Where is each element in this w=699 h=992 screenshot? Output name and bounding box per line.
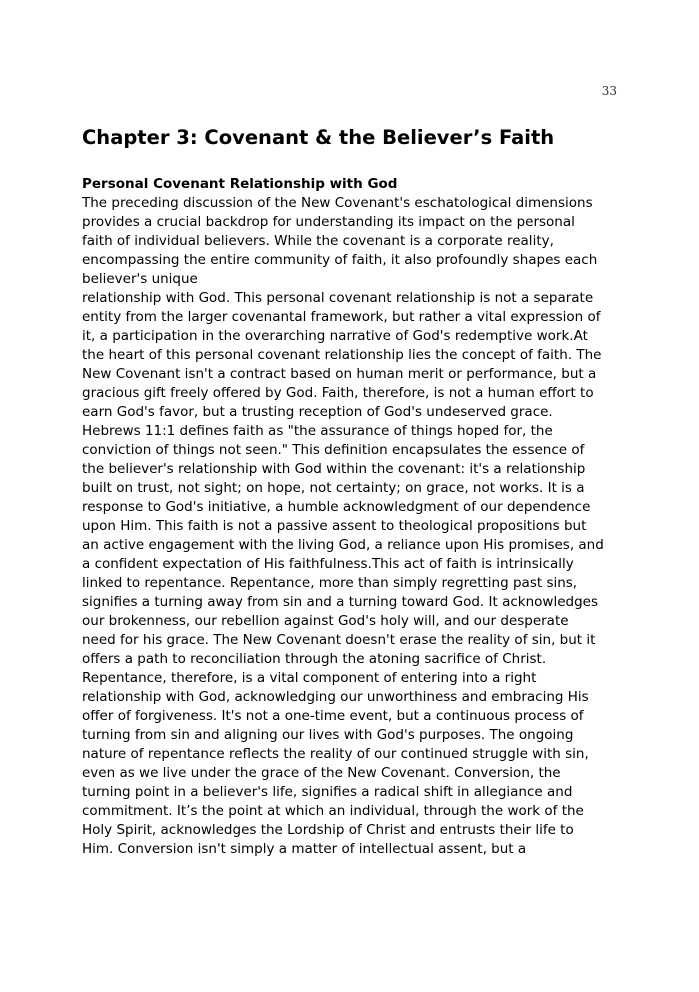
body-text-line: linked to repentance. Repentance, more than simply regretting past sins, [82, 575, 578, 591]
body-text-line: nature of repentance reflects the reality of our continued struggle with sin, [82, 746, 589, 762]
body-text-line: New Covenant isn't a contract based on human merit or performance, but a [82, 366, 597, 382]
body-text-line: an active engagement with the living God, a reliance upon His promises, and [82, 537, 604, 553]
body-text-line: turning from sin and aligning our lives with God's purposes. The ongoing [82, 727, 574, 743]
body-text-line: the heart of this personal covenant relationship lies the concept of faith. The [82, 347, 602, 363]
body-text-line: upon Him. This faith is not a passive assent to theological propositions but [82, 518, 587, 534]
body-text-line: offers a path to reconciliation through the atoning sacrifice of Christ. [82, 651, 547, 667]
body-text-line: our brokenness, our rebellion against God's holy will, and our desperate [82, 613, 569, 629]
body-text-line: provides a crucial backdrop for understanding its impact on the personal [82, 214, 575, 230]
body-text-line: even as we live under the grace of the New Covenant. Conversion, the [82, 765, 561, 781]
body-text-line: a confident expectation of His faithfulness.This act of faith is intrinsically [82, 556, 574, 572]
body-text-line: relationship with God, acknowledging our unworthiness and embracing His [82, 689, 589, 705]
body-text-line: need for his grace. The New Covenant doesn't erase the reality of sin, but it [82, 632, 596, 648]
body-text-line: Repentance, therefore, is a vital component of entering into a right [82, 670, 537, 686]
chapter-title: Chapter 3: Covenant & the Believer’s Faith [82, 126, 555, 149]
body-text-line: Holy Spirit, acknowledges the Lordship of Christ and entrusts their life to [82, 822, 574, 838]
body-text-line: turning point in a believer's life, signifies a radical shift in allegiance and [82, 784, 573, 800]
body-text-line: encompassing the entire community of faith, it also profoundly shapes each [82, 252, 598, 268]
body-text-line: signifies a turning away from sin and a turning toward God. It acknowledges [82, 594, 598, 610]
body-text-line: offer of forgiveness. It's not a one-time event, but a continuous process of [82, 708, 584, 724]
body-text-line: gracious gift freely offered by God. Faith, therefore, is not a human effort to [82, 385, 594, 401]
body-text-line: commitment. It’s the point at which an individual, through the work of the [82, 803, 584, 819]
body-text-line: the believer's relationship with God within the covenant: it's a relationship [82, 461, 586, 477]
body-text [82, 194, 627, 859]
body-text-line: faith of individual believers. While the covenant is a corporate reality, [82, 233, 554, 249]
body-text-line: Hebrews 11:1 defines faith as "the assurance of things hoped for, the [82, 423, 553, 439]
body-text-line: earn God's favor, but a trusting reception of God's undeserved grace. [82, 404, 553, 420]
body-text-line: built on trust, not sight; on hope, not certainty; on grace, not works. It is a [82, 480, 585, 496]
section-heading: Personal Covenant Relationship with God [82, 176, 398, 192]
body-text-line: entity from the larger covenantal framework, but rather a vital expression of [82, 309, 601, 325]
body-text-line: it, a participation in the overarching narrative of God's redemptive work.At [82, 328, 588, 344]
body-text-line: Him. Conversion isn't simply a matter of intellectual assent, but a [82, 841, 527, 857]
body-text-line: believer's unique [82, 271, 198, 287]
body-text-line: response to God's initiative, a humble acknowledgment of our dependence [82, 499, 591, 515]
page-number: 33 [601, 84, 617, 98]
body-text-line: relationship with God. This personal covenant relationship is not a separate [82, 290, 594, 306]
body-text-line: The preceding discussion of the New Covenant's eschatological dimensions [82, 195, 593, 211]
body-text-line: conviction of things not seen." This definition encapsulates the essence of [82, 442, 585, 458]
